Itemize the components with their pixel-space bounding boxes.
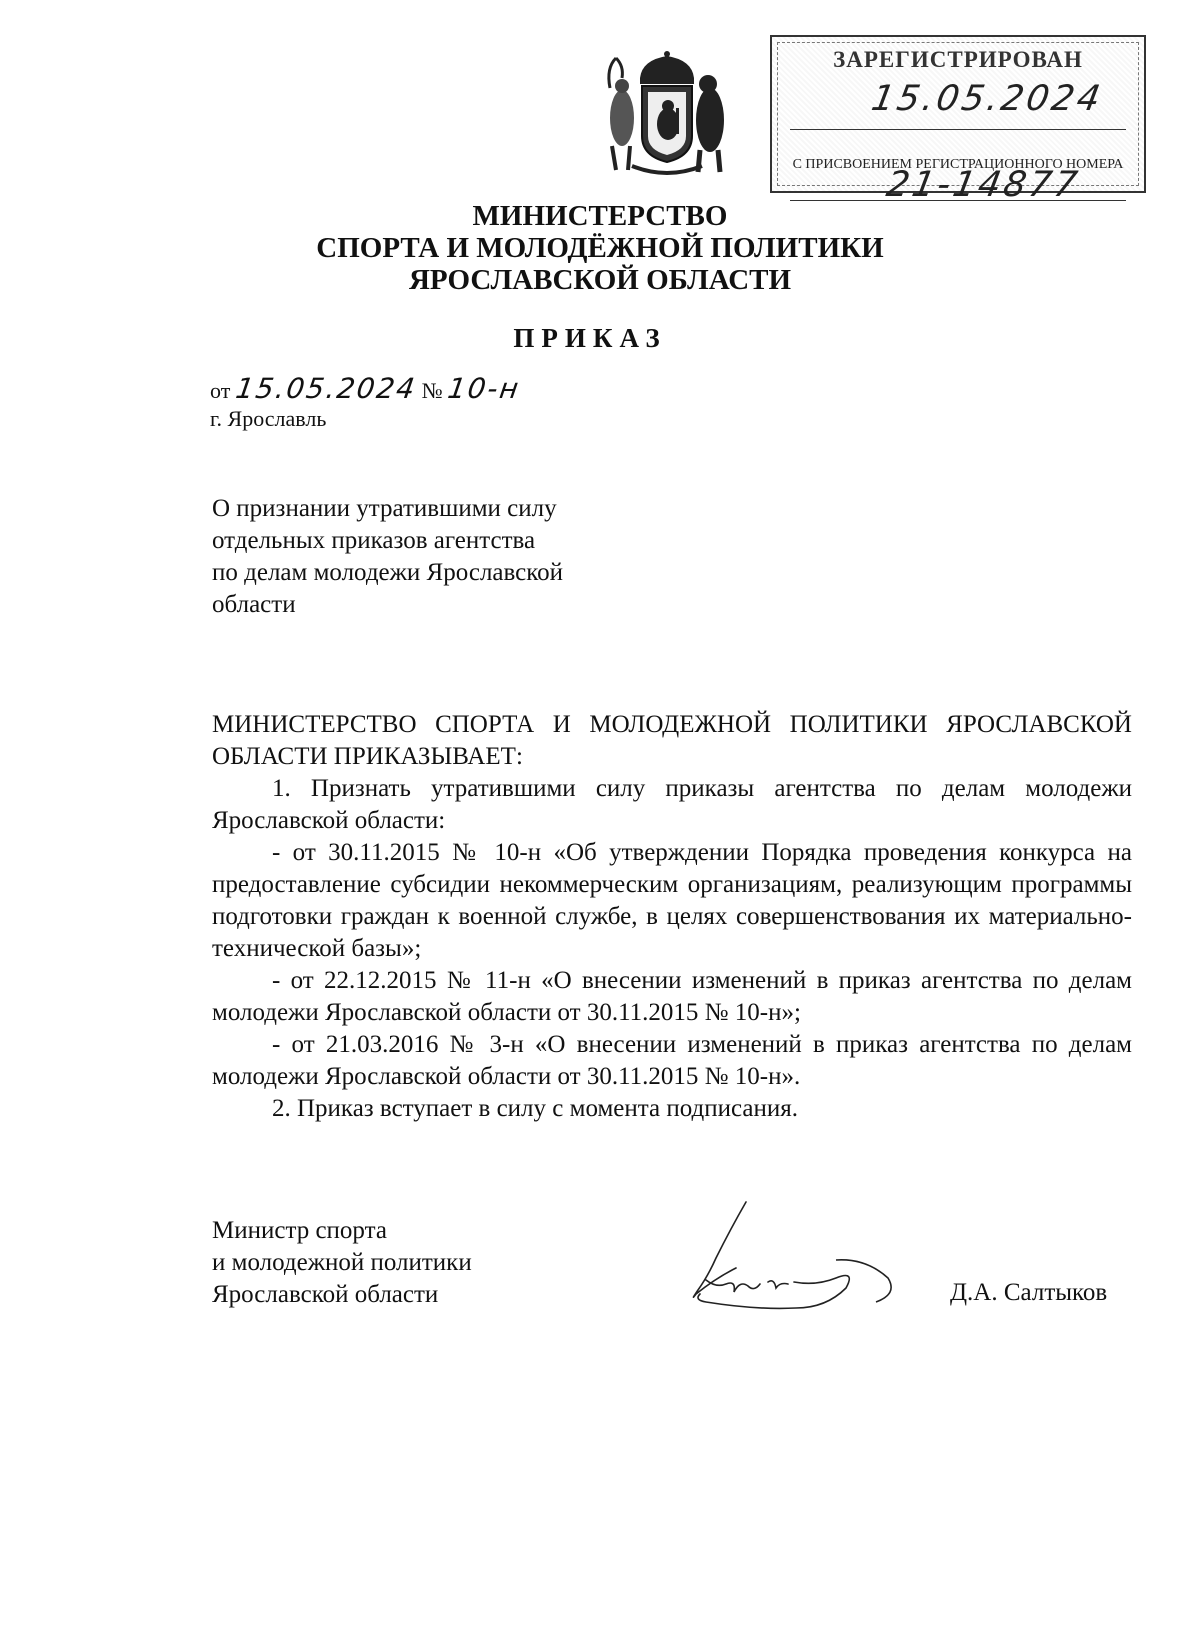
order-subject [212,493,632,621]
order-body [212,709,1132,1125]
ministry-line-2: СПОРТА И МОЛОДЁЖНОЙ ПОЛИТИКИ [316,232,884,264]
subject-line: по делам молодежи Ярославской [212,559,564,586]
order-date: 15.05.2024 [233,372,419,405]
order-city: г. Ярославль [210,406,327,431]
body-list-item-3: - от 21.03.2016 № 3-н «О внесении изменений в приказ агентства по делам молодежи Ярославской области от 30.11.2015 № 10-н». [212,1031,1132,1090]
position-line: и молодежной политики [212,1249,472,1276]
body-paragraph-2: 2. Приказ вступает в силу с момента подписания. [272,1095,798,1122]
order-date-line [210,372,523,405]
position-line: Ярославской области [212,1281,439,1308]
body-list-item-1: - от 30.11.2015 № 10-н «Об утверждении Порядка проведения конкурса на предоставление субсидии некоммерческим организациям, реализующим программы подготовки граждан к военной службе, в целях совершенствования их материально-технической базы»; [212,839,1132,962]
date-prefix: от [210,378,231,403]
subject-line: отдельных приказов агентства [212,527,536,554]
coat-of-arms-emblem [602,48,732,180]
stamp-registration-number: 21-14877 [883,165,1084,205]
subject-line: О признании утратившими силу [212,495,557,522]
stamp-title: ЗАРЕГИСТРИРОВАН [833,47,1083,72]
document-type-title: ПРИКАЗ [513,323,667,353]
ministry-line-3: ЯРОСЛАВСКОЙ ОБЛАСТИ [408,264,792,296]
signatory-position [212,1215,472,1311]
body-intro: МИНИСТЕРСТВО СПОРТА И МОЛОДЕЖНОЙ ПОЛИТИКИ ЯРОСЛАВСКОЙ ОБЛАСТИ ПРИКАЗЫВАЕТ: [212,711,1132,770]
signatory-name: Д.А. Салтыков [950,1279,1108,1306]
stamp-divider [790,129,1126,130]
body-paragraph-1: 1. Признать утратившими силу приказы агентства по делам молодежи Ярославской области: [212,775,1132,834]
stamp-subtitle: С ПРИСВОЕНИЕМ РЕГИСТРАЦИОННОГО НОМЕРА [792,157,1124,172]
stamp-registration-date: 15.05.2024 [868,79,1106,119]
registration-stamp [770,35,1146,205]
ministry-header [0,200,1200,296]
order-number: 10-н [445,372,523,405]
number-prefix: № [421,378,443,403]
body-list-item-2: - от 22.12.2015 № 11-н «О внесении изменений в приказ агентства по делам молодежи Ярославской области от 30.11.2015 № 10-н»; [212,967,1132,1026]
subject-line: области [212,591,296,618]
position-line: Министр спорта [212,1217,387,1244]
handwritten-signature [676,1198,896,1318]
ministry-line-1: МИНИСТЕРСТВО [472,200,728,232]
